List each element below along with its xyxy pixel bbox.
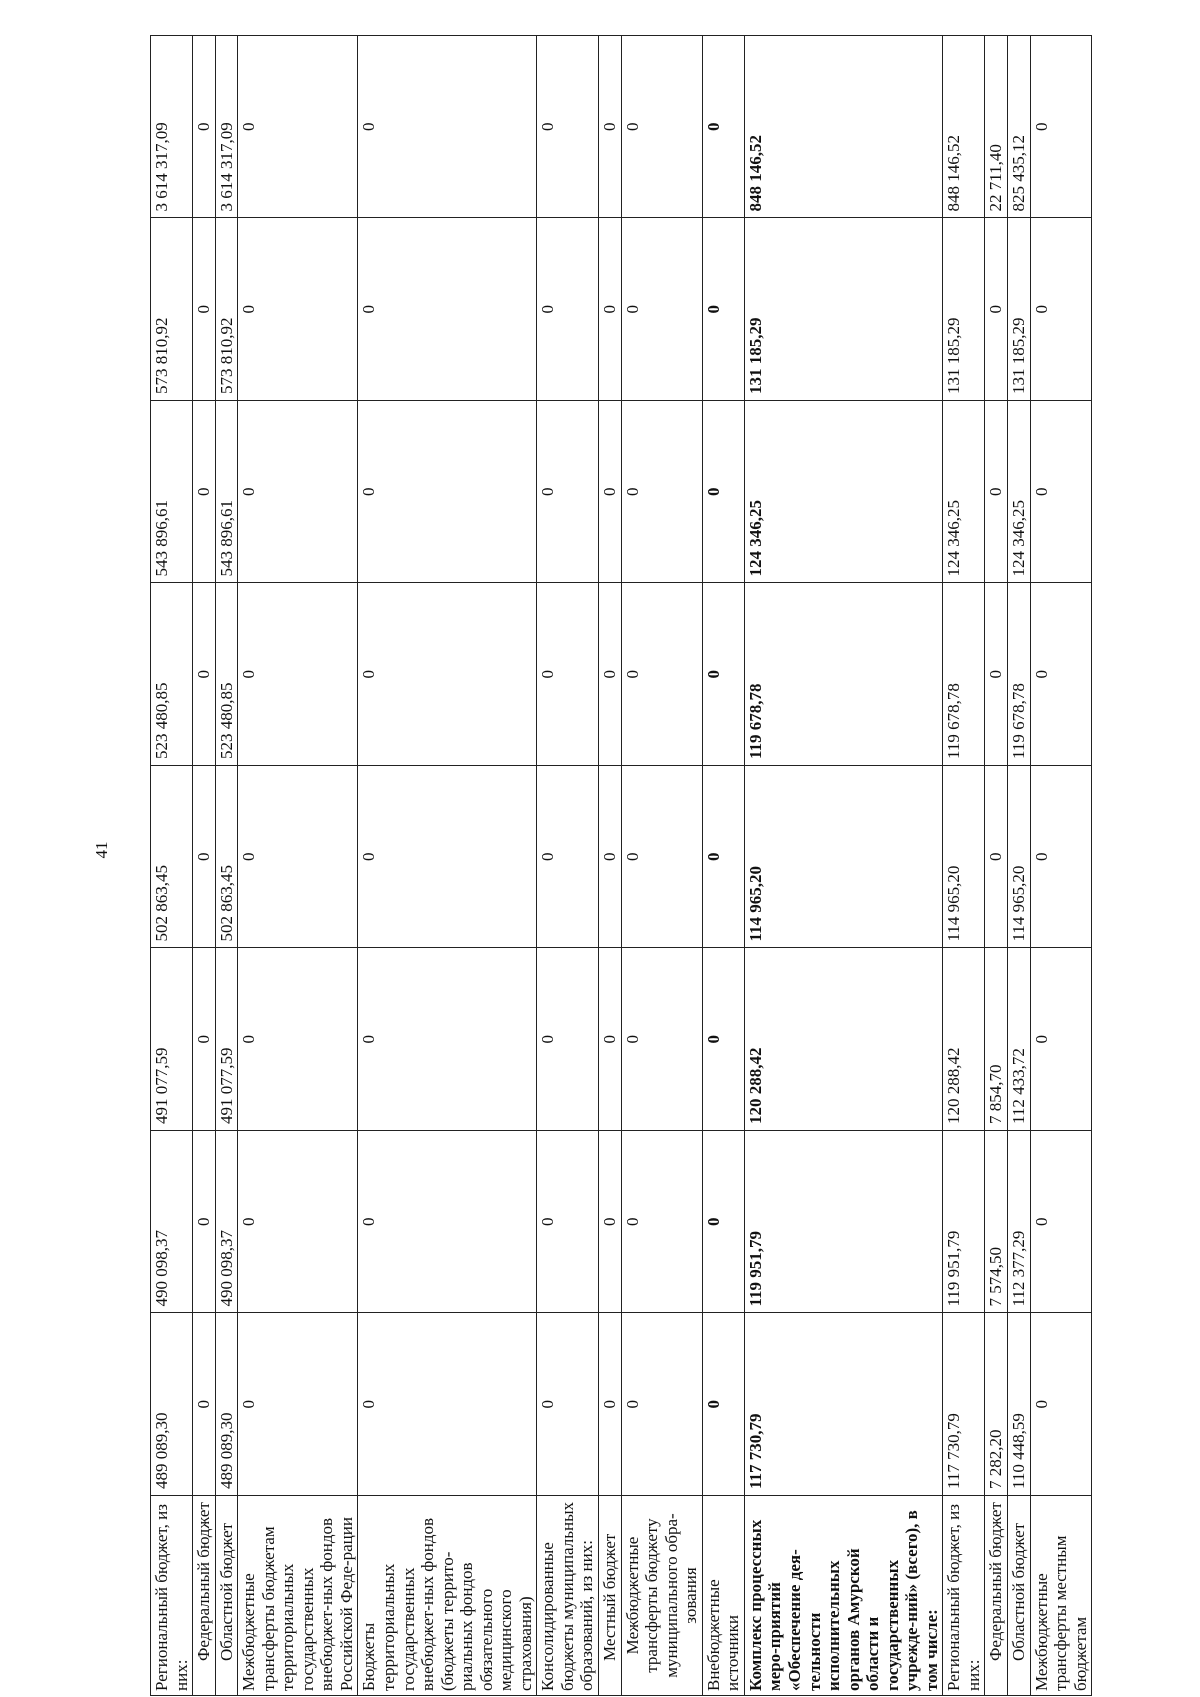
cell-value: 124 346,25	[943, 401, 985, 584]
cell-value: 0	[193, 948, 216, 1131]
page-number: 41	[92, 841, 111, 859]
cell-value: 0	[358, 218, 537, 401]
cell-value: 112 433,72	[1007, 948, 1030, 1131]
cell-value: 0	[358, 36, 537, 219]
cell-value: 0	[537, 1313, 599, 1496]
cell-value: 0	[621, 583, 702, 766]
cell-value: 0	[702, 218, 744, 401]
row-label: Федеральный бюджет	[193, 1496, 216, 1696]
cell-value: 119 678,78	[744, 583, 942, 766]
cell-value: 523 480,85	[151, 583, 193, 766]
cell-value: 0	[621, 401, 702, 584]
cell-value: 0	[1030, 36, 1092, 219]
cell-value: 0	[358, 766, 537, 949]
cell-value: 0	[702, 583, 744, 766]
cell-value: 0	[599, 1313, 622, 1496]
table-row	[238, 36, 358, 1696]
row-label: Бюджеты территориальных государственных внебюджет-ных фондов (бюджеты террито-риальных фондов обязательного медицинского страхования)	[358, 1496, 537, 1696]
cell-value: 0	[358, 583, 537, 766]
cell-value: 0	[193, 1313, 216, 1496]
cell-value: 0	[621, 1131, 702, 1314]
cell-value: 573 810,92	[151, 218, 193, 401]
cell-value: 7 574,50	[985, 1131, 1008, 1314]
table-row	[702, 36, 744, 1696]
table-row	[215, 36, 238, 1696]
cell-value: 0	[985, 218, 1008, 401]
cell-value: 119 678,78	[1007, 583, 1030, 766]
cell-value: 573 810,92	[215, 218, 238, 401]
cell-value: 502 863,45	[215, 766, 238, 949]
cell-value: 0	[238, 36, 358, 219]
row-label: Местный бюджет	[599, 1496, 622, 1696]
cell-value: 0	[599, 36, 622, 219]
cell-value: 0	[985, 583, 1008, 766]
cell-value: 114 965,20	[943, 766, 985, 949]
table-row	[1030, 36, 1092, 1696]
cell-value: 114 965,20	[1007, 766, 1030, 949]
cell-value: 120 288,42	[744, 948, 942, 1131]
cell-value: 543 896,61	[215, 401, 238, 584]
row-label: Комплекс процессных меро-приятий «Обеспечение дея-тельности исполнительных органов Амурской области и государственных учрежде-ний» (всего), в том числе:	[744, 1496, 942, 1696]
budget-table-rotated	[150, 36, 1090, 1696]
cell-value: 0	[358, 948, 537, 1131]
cell-value: 0	[537, 1131, 599, 1314]
cell-value: 825 435,12	[1007, 36, 1030, 219]
cell-value: 0	[599, 1131, 622, 1314]
cell-value: 0	[599, 218, 622, 401]
cell-value: 491 077,59	[151, 948, 193, 1131]
cell-value: 0	[599, 766, 622, 949]
cell-value: 490 098,37	[151, 1131, 193, 1314]
cell-value: 119 678,78	[943, 583, 985, 766]
cell-value: 502 863,45	[151, 766, 193, 949]
table-row	[358, 36, 537, 1696]
cell-value: 0	[1030, 1313, 1092, 1496]
cell-value: 120 288,42	[943, 948, 985, 1131]
row-label: Региональный бюджет, из них:	[943, 1496, 985, 1696]
cell-value: 119 951,79	[744, 1131, 942, 1314]
row-label: Межбюджетные трансферты местным бюджетам	[1030, 1496, 1092, 1696]
cell-value: 523 480,85	[215, 583, 238, 766]
cell-value: 0	[193, 583, 216, 766]
cell-value: 117 730,79	[744, 1313, 942, 1496]
cell-value: 0	[1030, 583, 1092, 766]
cell-value: 131 185,29	[943, 218, 985, 401]
row-label: Областной бюджет	[215, 1496, 238, 1696]
cell-value: 0	[1030, 948, 1092, 1131]
cell-value: 0	[358, 401, 537, 584]
table-row	[621, 36, 702, 1696]
row-label: Консолидированные бюджеты муниципальных образований, из них:	[537, 1496, 599, 1696]
cell-value: 491 077,59	[215, 948, 238, 1131]
cell-value: 0	[702, 766, 744, 949]
cell-value: 124 346,25	[744, 401, 942, 584]
cell-value: 0	[1030, 218, 1092, 401]
table-row	[599, 36, 622, 1696]
row-label: Федеральный бюджет	[985, 1496, 1008, 1696]
cell-value: 489 089,30	[151, 1313, 193, 1496]
cell-value: 0	[537, 948, 599, 1131]
row-label: Областной бюджет	[1007, 1496, 1030, 1696]
cell-value: 0	[358, 1313, 537, 1496]
table-row	[1007, 36, 1030, 1696]
cell-value: 0	[621, 766, 702, 949]
cell-value: 0	[621, 218, 702, 401]
cell-value: 489 089,30	[215, 1313, 238, 1496]
cell-value: 0	[537, 583, 599, 766]
cell-value: 0	[238, 948, 358, 1131]
cell-value: 490 098,37	[215, 1131, 238, 1314]
cell-value: 0	[702, 401, 744, 584]
cell-value: 0	[621, 948, 702, 1131]
cell-value: 114 965,20	[744, 766, 942, 949]
cell-value: 0	[985, 766, 1008, 949]
cell-value: 848 146,52	[943, 36, 985, 219]
cell-value: 0	[702, 948, 744, 1131]
cell-value: 0	[193, 766, 216, 949]
cell-value: 848 146,52	[744, 36, 942, 219]
cell-value: 0	[537, 36, 599, 219]
cell-value: 7 854,70	[985, 948, 1008, 1131]
cell-value: 119 951,79	[943, 1131, 985, 1314]
cell-value: 0	[702, 1313, 744, 1496]
cell-value: 0	[238, 583, 358, 766]
cell-value: 0	[985, 401, 1008, 584]
cell-value: 0	[537, 766, 599, 949]
cell-value: 543 896,61	[151, 401, 193, 584]
cell-value: 131 185,29	[1007, 218, 1030, 401]
cell-value: 7 282,20	[985, 1313, 1008, 1496]
table-row	[193, 36, 216, 1696]
table-row	[537, 36, 599, 1696]
cell-value: 131 185,29	[744, 218, 942, 401]
cell-value: 0	[238, 1131, 358, 1314]
cell-value: 110 448,59	[1007, 1313, 1030, 1496]
cell-value: 3 614 317,09	[151, 36, 193, 219]
cell-value: 0	[1030, 401, 1092, 584]
cell-value: 0	[599, 583, 622, 766]
cell-value: 0	[238, 766, 358, 949]
cell-value: 117 730,79	[943, 1313, 985, 1496]
cell-value: 0	[621, 1313, 702, 1496]
row-label: Межбюджетные трансферты бюджетам территориальных государственных внебюджет-ных фондов Российской Феде-рации	[238, 1496, 358, 1696]
table-row	[151, 36, 193, 1696]
cell-value: 0	[238, 218, 358, 401]
cell-value: 0	[1030, 1131, 1092, 1314]
row-label: Региональный бюджет, из них:	[151, 1496, 193, 1696]
cell-value: 0	[193, 36, 216, 219]
cell-value: 0	[193, 218, 216, 401]
cell-value: 0	[702, 36, 744, 219]
cell-value: 22 711,40	[985, 36, 1008, 219]
cell-value: 0	[238, 1313, 358, 1496]
row-label: Межбюджетные трансферты бюджету муниципального обра-зования	[621, 1496, 702, 1696]
cell-value: 0	[193, 401, 216, 584]
table-row	[985, 36, 1008, 1696]
budget-table	[150, 35, 1092, 1696]
cell-value: 0	[621, 36, 702, 219]
cell-value: 3 614 317,09	[215, 36, 238, 219]
cell-value: 0	[358, 1131, 537, 1314]
table-row	[744, 36, 942, 1696]
cell-value: 0	[1030, 766, 1092, 949]
cell-value: 0	[537, 401, 599, 584]
cell-value: 0	[599, 948, 622, 1131]
cell-value: 0	[193, 1131, 216, 1314]
cell-value: 0	[537, 218, 599, 401]
row-label: Внебюджетные источники	[702, 1496, 744, 1696]
cell-value: 0	[599, 401, 622, 584]
cell-value: 0	[702, 1131, 744, 1314]
table-row	[943, 36, 985, 1696]
cell-value: 112 377,29	[1007, 1131, 1030, 1314]
cell-value: 124 346,25	[1007, 401, 1030, 584]
cell-value: 0	[238, 401, 358, 584]
